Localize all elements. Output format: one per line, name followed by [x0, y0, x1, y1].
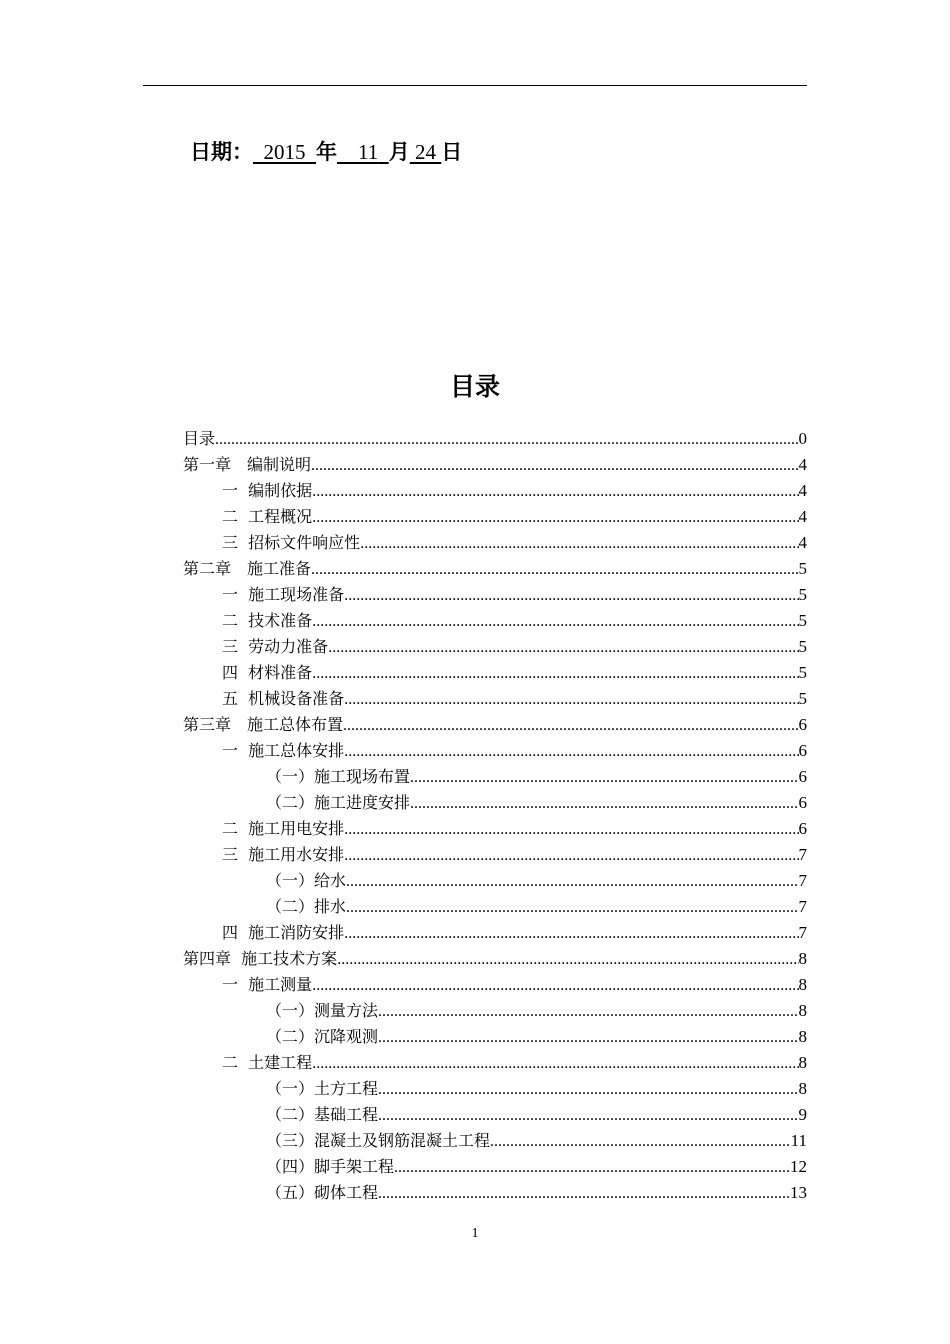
toc-leader-dots — [378, 1025, 798, 1051]
toc-entry-label: （五）砌体工程 — [266, 1183, 379, 1202]
toc-entry-label: （一）土方工程 — [266, 1079, 379, 1098]
toc-entry-page: 5 — [798, 611, 807, 630]
toc-entry[interactable] — [183, 842, 807, 868]
toc-leader-dots — [312, 661, 798, 687]
toc-leader-dots — [343, 713, 798, 739]
toc-entry-label: （二）排水 — [266, 897, 347, 916]
toc-entry-label: 二 工程概况 — [222, 507, 313, 526]
toc-leader-dots — [344, 583, 798, 609]
date-month-unit: 月 — [388, 140, 410, 164]
toc-entry-label: （一）施工现场布置 — [266, 767, 411, 786]
toc-entry-page: 6 — [798, 741, 807, 760]
date-month: 11 — [358, 140, 379, 164]
toc-leader-dots — [328, 635, 798, 661]
toc-entry[interactable] — [183, 504, 807, 530]
toc-title: 目录 — [449, 372, 500, 401]
toc-leader-dots — [378, 1103, 798, 1129]
toc-entry-label: 四 施工消防安排 — [222, 923, 345, 942]
date-year-unit: 年 — [316, 140, 337, 164]
toc-entry-label: 第四章 施工技术方案 — [183, 949, 338, 968]
toc-entry[interactable] — [183, 582, 807, 608]
toc-entry-label: 第二章 施工准备 — [183, 559, 312, 578]
toc-entry-page: 4 — [798, 455, 807, 474]
toc-entry[interactable] — [183, 816, 807, 842]
toc-entry-label: 三 施工用水安排 — [222, 845, 345, 864]
toc-entry-page: 8 — [798, 975, 807, 994]
toc-entry-page: 0 — [798, 429, 807, 448]
toc-entry-label: （一）测量方法 — [266, 1001, 379, 1020]
toc-leader-dots — [312, 1051, 798, 1077]
toc-entry[interactable] — [183, 868, 807, 894]
toc-entry-page: 6 — [798, 793, 807, 812]
toc-entry-page: 7 — [798, 897, 807, 916]
toc-leader-dots — [312, 609, 798, 635]
toc-entry[interactable] — [183, 1102, 807, 1128]
toc-leader-dots — [337, 947, 798, 973]
toc-leader-dots — [346, 869, 798, 895]
toc-entry-label: 五 机械设备准备 — [222, 689, 345, 708]
header-rule — [143, 85, 807, 86]
toc-entry-page: 6 — [798, 819, 807, 838]
toc-entry[interactable] — [183, 920, 807, 946]
toc-leader-dots — [312, 505, 798, 531]
toc-entry-page: 8 — [798, 1027, 807, 1046]
toc-entry-page: 13 — [790, 1183, 807, 1202]
toc-leader-dots — [394, 1155, 790, 1181]
toc-leader-dots — [344, 843, 798, 869]
toc-leader-dots — [312, 973, 798, 999]
toc-leader-dots — [344, 739, 798, 765]
toc-entry-page: 6 — [798, 767, 807, 786]
toc-entry[interactable] — [183, 478, 807, 504]
toc-entry-label: 三 招标文件响应性 — [222, 533, 361, 552]
toc-entry-label: 一 编制依据 — [222, 481, 313, 500]
toc-entry[interactable] — [183, 894, 807, 920]
toc-leader-dots — [344, 687, 798, 713]
toc-leader-dots — [311, 557, 798, 583]
toc-entry-label: 二 技术准备 — [222, 611, 313, 630]
toc-entry[interactable] — [183, 1180, 807, 1206]
date-line — [190, 136, 462, 168]
toc-entry[interactable] — [183, 738, 807, 764]
toc-entry-page: 8 — [798, 1001, 807, 1020]
toc-entry-page: 5 — [798, 559, 807, 578]
toc-entry[interactable] — [183, 686, 807, 712]
toc-entry-page: 7 — [798, 871, 807, 890]
toc-entry-page: 11 — [790, 1131, 807, 1150]
toc-leader-dots — [344, 921, 798, 947]
toc-leader-dots — [378, 1181, 790, 1207]
toc-leader-dots — [410, 791, 798, 817]
toc-entry[interactable] — [183, 764, 807, 790]
toc-entry[interactable] — [183, 530, 807, 556]
date-day-unit: 日 — [441, 140, 463, 164]
toc-entry-label: （四）脚手架工程 — [266, 1157, 395, 1176]
toc-entry-page: 4 — [798, 507, 807, 526]
toc-entry-page: 7 — [798, 845, 807, 864]
toc-entry-label: 四 材料准备 — [222, 663, 313, 682]
toc-entry-page: 4 — [798, 533, 807, 552]
toc-leader-dots — [378, 999, 798, 1025]
toc-entry[interactable] — [183, 556, 807, 582]
toc-leader-dots — [215, 427, 798, 453]
toc-entry[interactable] — [183, 634, 807, 660]
toc-entry[interactable] — [183, 660, 807, 686]
toc-entry[interactable] — [183, 1076, 807, 1102]
toc-entry[interactable] — [183, 712, 807, 738]
toc-entry[interactable] — [183, 1050, 807, 1076]
toc-leader-dots — [346, 895, 798, 921]
toc-entry-label: 一 施工现场准备 — [222, 585, 345, 604]
toc-entry[interactable] — [183, 790, 807, 816]
toc-entry-page: 9 — [798, 1105, 807, 1124]
page-number: 1 — [471, 1226, 479, 1241]
toc-leader-dots — [490, 1129, 791, 1155]
toc-entry-page: 5 — [798, 663, 807, 682]
toc-entry-label: 第一章 编制说明 — [183, 455, 312, 474]
toc-entry[interactable] — [183, 1128, 807, 1154]
toc-entry-label: 一 施工测量 — [222, 975, 313, 994]
toc-leader-dots — [344, 817, 798, 843]
date-label: 日期： — [190, 140, 253, 164]
toc-entry[interactable] — [183, 608, 807, 634]
table-of-contents — [183, 426, 807, 1206]
toc-entry-label: 二 施工用电安排 — [222, 819, 345, 838]
toc-entry-label: （二）施工进度安排 — [266, 793, 411, 812]
toc-entry-page: 7 — [798, 923, 807, 942]
date-day: 24 — [414, 140, 436, 164]
toc-leader-dots — [378, 1077, 798, 1103]
toc-leader-dots — [360, 531, 798, 557]
toc-entry-page: 8 — [798, 1053, 807, 1072]
toc-entry-label: 目录 — [183, 429, 216, 448]
toc-entry[interactable] — [183, 972, 807, 998]
toc-leader-dots — [312, 479, 798, 505]
toc-entry-page: 5 — [798, 689, 807, 708]
toc-entry-page: 12 — [790, 1157, 807, 1176]
toc-entry[interactable] — [183, 1154, 807, 1180]
toc-entry[interactable] — [183, 452, 807, 478]
toc-entry-page: 5 — [798, 637, 807, 656]
toc-entry-label: 一 施工总体安排 — [222, 741, 345, 760]
toc-entry[interactable] — [183, 426, 807, 452]
toc-entry-label: （二）沉降观测 — [266, 1027, 379, 1046]
toc-leader-dots — [311, 453, 798, 479]
toc-entry[interactable] — [183, 998, 807, 1024]
toc-entry[interactable] — [183, 1024, 807, 1050]
toc-entry-label: 第三章 施工总体布置 — [183, 715, 344, 734]
toc-entry-page: 5 — [798, 585, 807, 604]
toc-entry-page: 8 — [798, 1079, 807, 1098]
toc-entry-label: 二 土建工程 — [222, 1053, 313, 1072]
toc-entry-label: （一）给水 — [266, 871, 347, 890]
toc-entry-page: 6 — [798, 715, 807, 734]
toc-entry-label: 三 劳动力准备 — [222, 637, 329, 656]
toc-leader-dots — [410, 765, 798, 791]
toc-entry-label: （二）基础工程 — [266, 1105, 379, 1124]
toc-entry-page: 8 — [798, 949, 807, 968]
date-year: 2015 — [263, 140, 306, 164]
toc-entry[interactable] — [183, 946, 807, 972]
toc-entry-page: 4 — [798, 481, 807, 500]
toc-entry-label: （三）混凝土及钢筋混凝土工程 — [266, 1131, 491, 1150]
